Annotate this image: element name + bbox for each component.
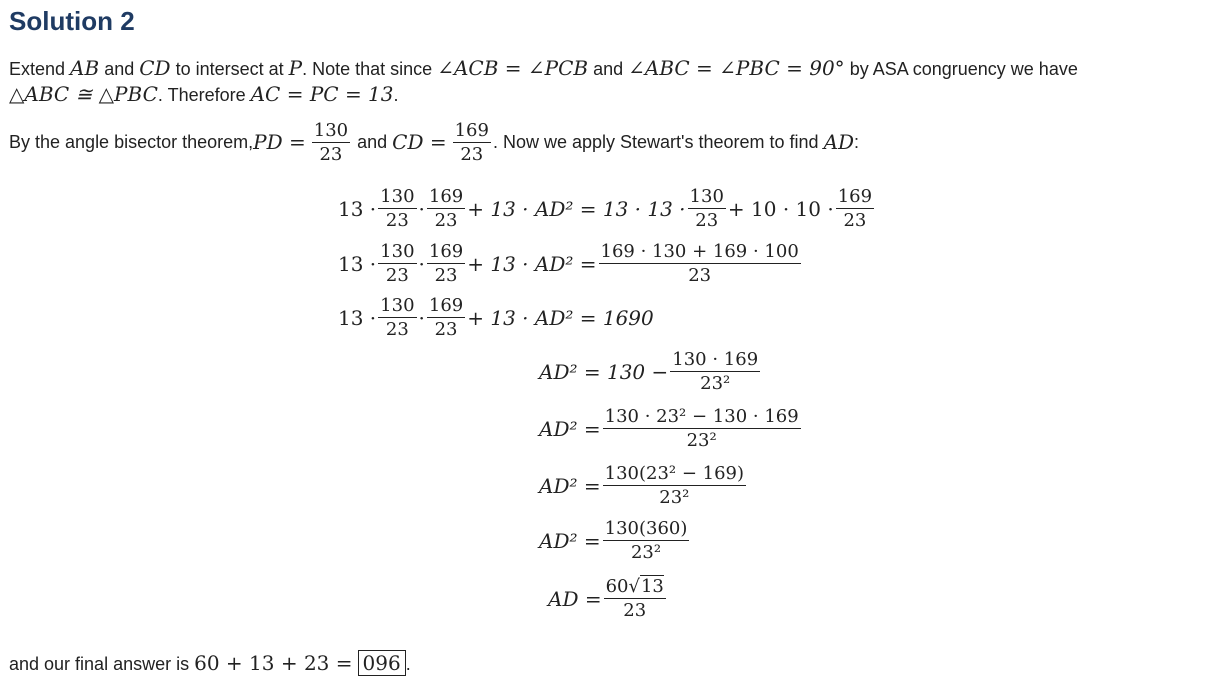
- math-sum: 60 + 13 + 23 =: [194, 651, 353, 675]
- denominator: 23: [385, 265, 409, 286]
- denominator: 23: [434, 265, 458, 286]
- fraction: [378, 295, 416, 340]
- numerator: 130: [689, 186, 724, 207]
- eq-term: + 13 · AD² =: [467, 251, 597, 276]
- text: . Now we apply Stewart's theorem to find: [492, 132, 824, 152]
- denominator: 23²: [659, 487, 690, 508]
- coefficient: 60: [605, 576, 629, 597]
- denominator: 23²: [700, 373, 731, 394]
- fraction: [603, 463, 746, 508]
- numerator: 130: [380, 186, 415, 207]
- text: .: [393, 85, 399, 105]
- denominator: 23: [688, 265, 712, 286]
- fraction: [836, 186, 874, 231]
- text: :: [854, 132, 860, 152]
- numerator: 169: [428, 295, 464, 316]
- text: and our final answer is: [9, 654, 195, 674]
- fraction: [670, 349, 760, 394]
- text: By the angle bisector theorem,: [9, 132, 254, 152]
- text: Extend: [9, 59, 71, 79]
- math-angle-acb: ∠ACB = ∠PCB: [437, 56, 589, 80]
- text: and: [352, 132, 393, 152]
- paragraph-final: [9, 650, 411, 677]
- denominator: 23: [843, 210, 867, 231]
- math-cd: CD: [139, 56, 171, 80]
- math-ac-pc: AC = PC = 13: [250, 82, 394, 106]
- numerator: 169 · 130 + 169 · 100: [600, 241, 799, 262]
- paragraph-bisector: [9, 116, 859, 168]
- denominator: 23: [695, 210, 719, 231]
- math-cd-eq: CD =: [392, 130, 447, 154]
- fraction: [427, 295, 465, 340]
- eq-term: 13 ·: [338, 251, 377, 276]
- eq-dot: ·: [418, 305, 425, 330]
- numerator: 130(360): [604, 518, 688, 539]
- eq-lhs: AD =: [548, 586, 602, 611]
- denominator: 23: [385, 210, 409, 231]
- fraction: [603, 406, 801, 451]
- math-ad: AD: [823, 130, 855, 154]
- eq-term: + 13 · AD² = 13 · 13 ·: [467, 196, 686, 221]
- denominator: 23²: [630, 542, 662, 563]
- numerator: 130: [380, 241, 415, 262]
- final-answer-box: 096: [358, 650, 406, 676]
- solution-heading: Solution 2: [9, 6, 135, 36]
- text: by ASA congruency we have: [844, 59, 1078, 79]
- paragraph-extend-line2: [9, 81, 399, 108]
- fraction-cd: [453, 120, 491, 165]
- equation-row-1: [338, 186, 876, 231]
- eq-dot: ·: [418, 196, 425, 221]
- denominator: 23: [319, 143, 343, 165]
- numerator: [604, 576, 666, 599]
- sqrt-icon: √: [628, 576, 640, 597]
- denominator: 23: [385, 319, 409, 340]
- equation-row-5: [539, 406, 803, 451]
- denominator: 23: [623, 600, 647, 621]
- fraction: [603, 518, 690, 563]
- fraction: [599, 241, 801, 286]
- fraction: [427, 241, 465, 286]
- numerator: 169: [428, 186, 464, 207]
- eq-term: 13 ·: [338, 305, 377, 330]
- fraction: [688, 186, 726, 231]
- text: and: [99, 59, 140, 79]
- denominator: 23: [434, 210, 458, 231]
- fraction: [604, 576, 666, 621]
- text: . Therefore: [157, 85, 251, 105]
- math-p: P: [288, 56, 303, 80]
- numerator: 169: [428, 241, 464, 262]
- math-pd: PD =: [253, 130, 306, 154]
- math-triangle-congruence: △ABC ≅ △PBC: [9, 82, 158, 106]
- eq-term: 13 ·: [338, 196, 377, 221]
- denominator: 23²: [686, 430, 717, 451]
- text: .: [405, 654, 411, 674]
- equation-row-2: [338, 241, 803, 286]
- numerator: 169: [837, 186, 873, 207]
- eq-term: + 10 · 10 ·: [727, 196, 834, 221]
- radicand: 13: [640, 576, 664, 597]
- numerator: 130 · 23² − 130 · 169: [604, 406, 799, 427]
- paragraph-extend: [9, 55, 1078, 82]
- numerator: 130(23² − 169): [604, 463, 745, 484]
- fraction-pd: [312, 120, 350, 165]
- eq-dot: ·: [418, 251, 425, 276]
- equation-row-8: [548, 576, 668, 621]
- equation-row-7: [539, 518, 691, 563]
- numerator: 130: [313, 119, 349, 141]
- math-ab: AB: [70, 56, 100, 80]
- fraction: [427, 186, 465, 231]
- numerator: 130 · 169: [672, 349, 759, 370]
- text: and: [588, 59, 629, 79]
- math-angle-abc: ∠ABC = ∠PBC = 90°: [628, 56, 845, 80]
- eq-lhs: AD² =: [539, 528, 601, 553]
- eq-term: + 13 · AD² = 1690: [467, 305, 654, 330]
- denominator: 23: [434, 319, 458, 340]
- text: to intersect at: [170, 59, 289, 79]
- text: . Note that since: [302, 59, 438, 79]
- fraction: [378, 186, 416, 231]
- equation-row-4: [539, 349, 762, 394]
- numerator: 130: [380, 295, 415, 316]
- denominator: 23: [460, 143, 484, 165]
- eq-lhs: AD² = 130 −: [539, 359, 669, 384]
- numerator: 169: [454, 119, 489, 141]
- equation-row-3: [338, 295, 654, 340]
- eq-lhs: AD² =: [539, 473, 601, 498]
- eq-lhs: AD² =: [539, 416, 601, 441]
- fraction: [378, 241, 416, 286]
- equation-row-6: [539, 463, 748, 508]
